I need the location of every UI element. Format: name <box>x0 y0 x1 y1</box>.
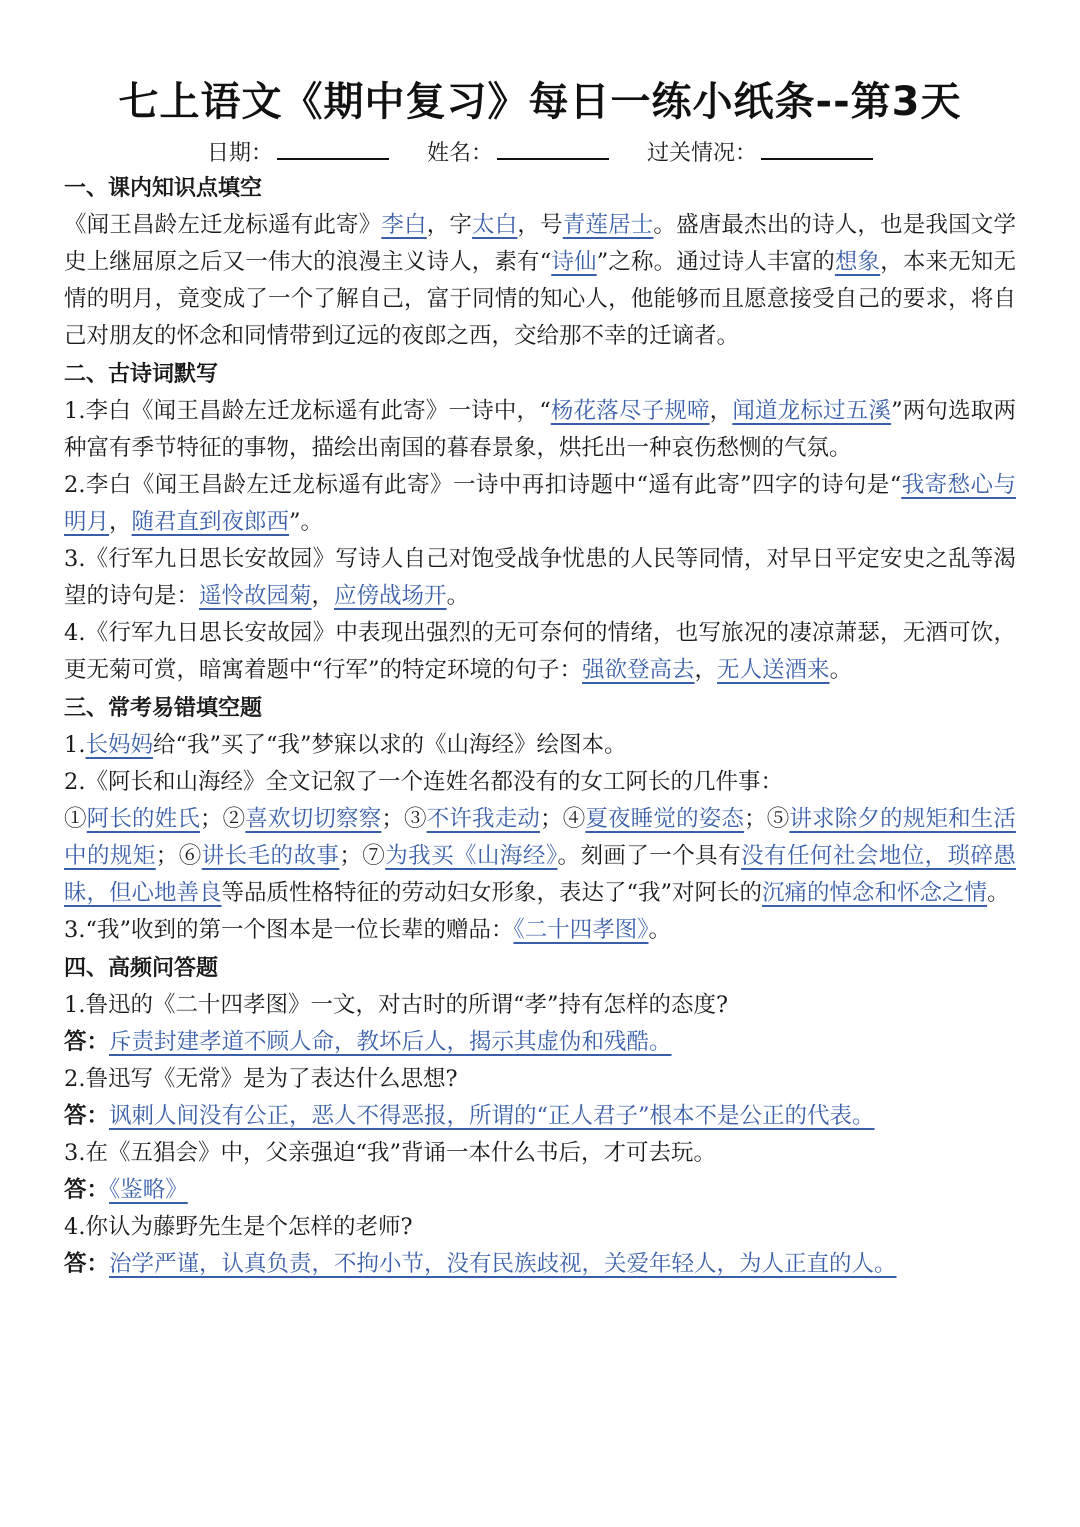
name-label: 姓名： <box>426 141 493 166</box>
text: 。 <box>987 880 1010 906</box>
section-1-paragraph <box>64 207 1016 355</box>
text: ”。 <box>289 509 324 535</box>
answer: 强欲登高去 <box>582 657 695 683</box>
answer-label: 答： <box>64 1029 110 1055</box>
section-2-q4 <box>64 615 1016 689</box>
pass-field <box>647 136 873 169</box>
section-2-q3 <box>64 541 1016 615</box>
text: ， <box>311 583 335 609</box>
answer: 李白 <box>381 212 427 238</box>
text: ；⑤ <box>744 806 790 832</box>
answer: 斥责封建孝道不顾人命，教坏后人，揭示其虚伪和残酷。 <box>109 1029 672 1055</box>
name-blank <box>497 136 609 160</box>
answer: 阿长的姓氏 <box>86 806 201 832</box>
answer: 讲求除夕的规矩和生活中的规矩 <box>64 806 1016 869</box>
section-4-q2: 2.鲁迅写《无常》是为了表达什么思想? <box>64 1066 458 1092</box>
section-4-a4 <box>64 1246 1016 1283</box>
section-2-heading: 二、古诗词默写 <box>64 362 219 387</box>
answer-label: 答： <box>64 1103 110 1129</box>
answer: 遥怜故园菊 <box>199 583 312 609</box>
date-blank <box>277 136 389 160</box>
answer: 讽刺人间没有公正，恶人不得恶报，所谓的“正人君子”根本不是公正的代表。 <box>109 1103 875 1129</box>
answer: 治学严谨，认真负责，不拘小节，没有民族歧视，关爱年轻人，为人正直的人。 <box>109 1251 897 1277</box>
text: 3.“我”收到的第一个图本是一位长辈的赠品： <box>64 917 514 943</box>
section-4-q1: 1.鲁迅的《二十四孝图》一文，对古时的所谓“孝”持有怎样的态度? <box>64 992 729 1018</box>
text: ，字 <box>426 212 473 238</box>
text: 。 <box>446 583 470 609</box>
text: ；⑦ <box>339 843 386 869</box>
answer: 《二十四孝图》 <box>513 917 649 943</box>
section-2-q2 <box>64 467 1016 541</box>
text: ，本来无知无情的明月，竟变成了一个了解自己，富于同情的知心人，他能够而且愿意接受自己的要求，将自己对朋友的怀念和同情带到辽远的夜郎之西，交给那不幸的迁谪者。 <box>64 249 1016 349</box>
text: 2.李白《闻王昌龄左迁龙标遥有此寄》一诗中再扣诗题中“遥有此寄”四字的诗句是“ <box>64 472 902 498</box>
answer: 沉痛的悼念和怀念之情 <box>762 880 988 906</box>
answer: 杨花落尽子规啼 <box>550 398 710 424</box>
date-label: 日期： <box>206 141 273 166</box>
answer: 长妈妈 <box>85 732 153 758</box>
text: 等品质性格特征的劳动妇女形象，表达了“我”对阿长的 <box>221 880 763 906</box>
answer: 诗仙 <box>551 249 597 275</box>
name-field <box>427 136 609 169</box>
answer: 青莲居士 <box>562 212 654 238</box>
answer-label: 答： <box>64 1251 110 1277</box>
answer: 应傍战场开 <box>334 583 447 609</box>
section-4-a3 <box>64 1172 1016 1209</box>
text: ”两句选取两种富有季节特征的事物，描绘出南国的暮春景象，烘托出一种哀伤愁恻的气氛。 <box>64 398 1016 461</box>
answer: 想象 <box>834 249 881 275</box>
section-4-q4: 4.你认为藤野先生是个怎样的老师? <box>64 1214 413 1240</box>
pass-blank <box>761 136 873 160</box>
section-3-q3 <box>64 912 1016 949</box>
answer: 没有任何社会地位，琐碎愚昧，但心地善良 <box>64 843 1016 906</box>
answer: 夏夜睡觉的姿态 <box>585 806 745 832</box>
answer: 随君直到夜郎西 <box>131 509 290 535</box>
answer: 无人送酒来 <box>717 657 830 683</box>
text: 3.《行军九日思长安故园》写诗人自己对饱受战争忧患的人民等同情，对早日平定安史之乱等渴望的诗句是： <box>64 546 1016 609</box>
text: ；③ <box>381 806 427 832</box>
section-3-q2-items <box>64 801 1016 912</box>
section-4-a2 <box>64 1098 1016 1135</box>
text: 1. <box>64 732 86 758</box>
pass-label: 过关情况： <box>647 141 758 166</box>
answer: 喜欢切切察察 <box>245 806 382 832</box>
answer: 不许我走动 <box>426 806 541 832</box>
section-4-q3: 3.在《五猖会》中，父亲强迫“我”背诵一本什么书后，才可去玩。 <box>64 1140 716 1166</box>
text: ① <box>64 806 87 832</box>
answer: 为我买《山海经》 <box>385 843 558 869</box>
text: ， <box>709 398 733 424</box>
page-title: 七上语文《期中复习》每日一练小纸条--第3天 <box>118 79 962 125</box>
student-info-row <box>64 136 1016 169</box>
answer: 《鉴略》 <box>109 1177 188 1203</box>
text: ， <box>109 509 132 535</box>
text: 。盛唐最杰出的诗人，也是我国文学史上继屈原之后又一伟大的浪漫主义诗人，素有“ <box>64 212 1016 275</box>
text: 1.李白《闻王昌龄左迁龙标遥有此寄》一诗中，“ <box>64 398 551 424</box>
date-field <box>207 136 389 169</box>
text: ；② <box>200 806 246 832</box>
text: ；④ <box>540 806 586 832</box>
section-3-q1 <box>64 727 1016 764</box>
answer: 太白 <box>472 212 518 238</box>
section-2-q1 <box>64 393 1016 467</box>
section-3-heading: 三、常考易错填空题 <box>64 696 263 721</box>
text: 。 <box>829 657 853 683</box>
answer: 我寄愁心与明月 <box>64 472 1016 535</box>
section-4-a1 <box>64 1024 1016 1061</box>
text: 《闻王昌龄左迁龙标遥有此寄》 <box>64 212 382 238</box>
answer: 讲长毛的故事 <box>201 843 340 869</box>
section-1-heading: 一、课内知识点填空 <box>64 176 263 201</box>
text: 。 <box>648 917 672 943</box>
answer: 闻道龙标过五溪 <box>732 398 892 424</box>
section-3-q2-intro: 2.《阿长和山海经》全文记叙了一个连姓名都没有的女工阿长的几件事： <box>64 769 783 795</box>
text: 给“我”买了“我”梦寐以求的《山海经》绘图本。 <box>152 732 627 758</box>
text: ；⑥ <box>155 843 202 869</box>
text: 4.《行军九日思长安故园》中表现出强烈的无可奈何的情绪，也写旅况的凄凉萧瑟，无酒可饮，更无菊可赏，暗寓着题中“行军”的特定环境的句子： <box>64 620 1016 683</box>
text: ， <box>694 657 718 683</box>
section-4-heading: 四、高频问答题 <box>64 956 219 981</box>
answer-label: 答： <box>64 1177 110 1203</box>
text: ，号 <box>517 212 563 238</box>
text: ”之称。通过诗人丰富的 <box>596 249 835 275</box>
text: 。刻画了一个具有 <box>557 843 742 869</box>
